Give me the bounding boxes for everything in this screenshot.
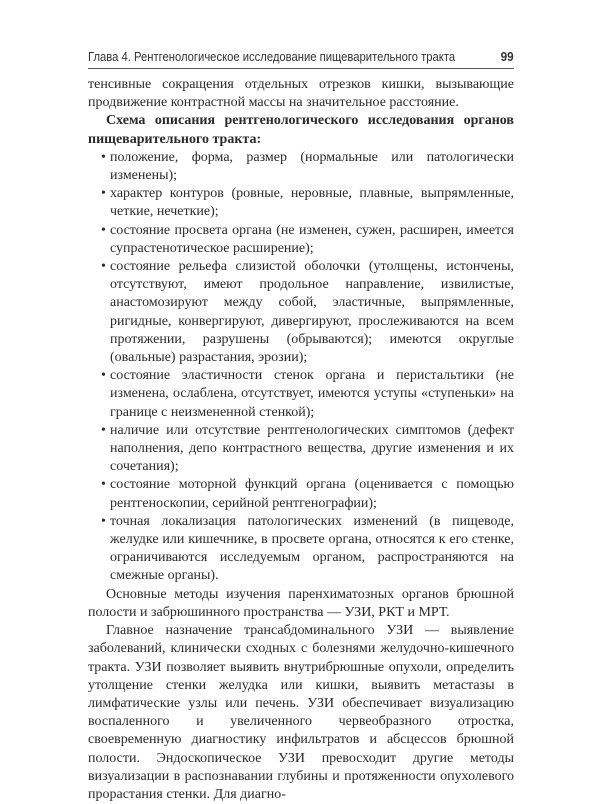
list-item: • состояние эластичности стенок органа и перистальтики (не изменена, ослаблена, отсутствует, имеются уступы «ступеньки» на границе с неизмененной стенкой); — [101, 368, 514, 420]
running-header — [88, 49, 514, 64]
bullet-icon: • — [101, 477, 106, 493]
list-item: • состояние просвета органа (не изменен, сужен, расширен, имеется супрастенотическое расширение); — [101, 222, 514, 256]
scheme-heading: Схема описания рентгенологического исследования органов пищеварительного тракта: — [88, 113, 514, 147]
list-item: • положение, форма, размер (нормальные или патологически изменены); — [101, 149, 514, 184]
header-rule — [88, 68, 514, 69]
bullet-icon: • — [101, 368, 106, 384]
methods-paragraph: Основные методы изучения паренхиматозных органов брюшной полости и забрюшинного пространства — УЗИ, РКТ и МРТ. — [88, 586, 514, 620]
list-item: • точная локализация патологических изменений (в пищеводе, желудке или кишечнике, в просвете органа, относятся к его стенке, ограничиваются исследуемым органом, распространяются на смежные органы). — [101, 513, 514, 584]
list-item: • характер контуров (ровные, неровные, плавные, выпрямленные, четкие, нечеткие); — [101, 186, 514, 220]
bullet-icon: • — [101, 259, 106, 275]
list-item: • состояние моторной функций органа (оценивается с помощью рентгеноскопии, серийной рентгенографии); — [101, 477, 514, 511]
bullet-icon: • — [101, 422, 106, 438]
continuation-paragraph: тенсивные сокращения отдельных отрезков кишки, вызывающие продвижение контрастной массы на значительное расстояние. — [88, 77, 514, 111]
chapter-title: Глава 4. Рентгенологическое исследование пищеварительного тракта — [88, 50, 456, 64]
bullet-icon: • — [101, 186, 106, 202]
list-item: • состояние рельефа слизистой оболочки (утолщены, истончены, отсутствуют, имеют продольное направление, извилистые, анастомозируют между собой, эластичные, выпрямленные, ригидные, конвергируют, дивергируют, прослеживаются на всем протяжении, разрушены (обрываются); имеются округлые (овальные) разрастания, эрозии); — [101, 259, 514, 366]
list-item: • наличие или отсутствие рентгенологических симптомов (дефект наполнения, депо контрастного вещества, другие изменения и их сочетания); — [101, 422, 514, 475]
scheme-list — [88, 149, 514, 586]
page-body — [88, 76, 514, 804]
bullet-icon: • — [101, 513, 106, 529]
bullet-icon: • — [101, 149, 106, 165]
uzi-paragraph: Главное назначение трансабдоминального УЗИ — выявление заболеваний, клинически сходных с болезнями желудочно-кишечного тракта. УЗИ позволяет выявить внутрибрюшные опухоли, определить утолщение стенки желудка или кишки, выявить метастазы в лимфатические узлы или печень. УЗИ обеспечивает визуализацию воспаленного и увеличенного червеобразного отростка, своевременную диагностику инфильтратов и абсцессов брюшной полости. Эндоскопическое УЗИ превосходит другие методы визуализации в распознавании глубины и протяженности опухолевого прорастания стенки. Для диагно- — [88, 623, 514, 802]
bullet-icon: • — [101, 222, 106, 238]
page-number: 99 — [500, 49, 514, 64]
